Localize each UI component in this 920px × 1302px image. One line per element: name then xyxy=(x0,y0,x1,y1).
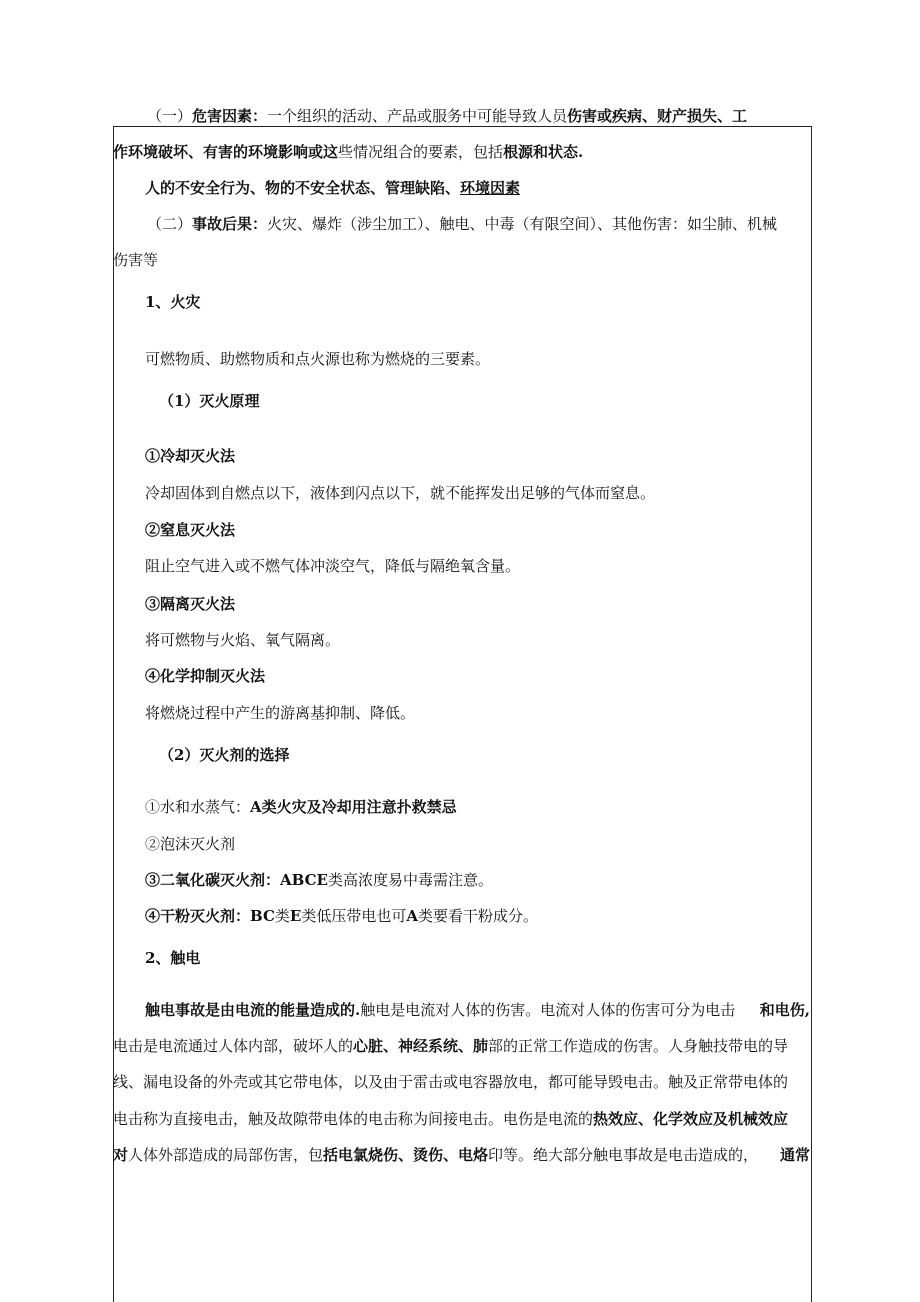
agent-bold-text: A xyxy=(406,907,419,925)
hazard-text: 些情况组合的要素，包括 xyxy=(338,143,504,161)
shock-bold-text: 对 xyxy=(113,1146,129,1164)
shock-paragraph-line4 xyxy=(113,1109,788,1129)
hazard-definition-line1 xyxy=(147,106,747,126)
consequence-term: 事故后果： xyxy=(192,215,268,233)
method-desc: 冷却固体到自燃点以下，液体到闪点以下，就不能挥发出足够的气体而窒息。 xyxy=(145,484,656,502)
hazard-bold-text: 作环境破坏、有害的环境影响或这 xyxy=(113,143,339,161)
method-desc: 阻止空气进入或不燃气体冲淡空气，降低与隔绝氧含量。 xyxy=(145,557,521,575)
shock-text: 人体外部造成的局部伤害，包 xyxy=(128,1146,324,1164)
agent-bold-text: ④干粉灭火剂：BC xyxy=(145,907,275,925)
hazard-categories xyxy=(145,178,520,198)
shock-bold-text: 热效应、化学效应及机械效应 xyxy=(593,1110,789,1128)
shock-heading: 2、触电 xyxy=(145,949,201,967)
method-title: ②窒息灭火法 xyxy=(145,521,236,539)
shock-bold-text: 和电伤, xyxy=(759,1001,810,1019)
consequence-line2 xyxy=(113,250,158,270)
agent-text: 类要看干粉成分。 xyxy=(418,907,539,925)
agent-item-4 xyxy=(145,906,538,926)
agent-text: 类低压带电也可 xyxy=(301,907,407,925)
shock-paragraph-line5 xyxy=(113,1145,810,1165)
agent-bold-text: ③二氧化碳灭火剂：ABCE xyxy=(145,871,328,889)
agent-item-2: ②泡沫灭火剂 xyxy=(145,835,236,853)
hazard-term: 危害因素： xyxy=(192,107,268,125)
shock-paragraph-line3: 线、漏电设备的外壳或其它带电体，以及由于雷击或电容器放电，都可能导毁电击。触及正常带电体的 xyxy=(113,1073,789,1091)
agent-bold-text: A类火灾及冷却用注意扑救禁忌 xyxy=(250,798,457,816)
item-number: （二） xyxy=(147,215,193,233)
agent-bold-text: E xyxy=(289,907,302,925)
shock-text: 印等。绝大部分触电事故是电击造成的， xyxy=(488,1146,759,1164)
shock-bold-text: 括电氯烧伤、烫伤、电烙 xyxy=(323,1146,489,1164)
fire-heading: 1、火灾 xyxy=(145,293,201,311)
shock-text: 触电是电流对人体的伤害。电流对人体的伤害可分为电击 xyxy=(360,1001,736,1019)
method-desc: 将燃烧过程中产生的游离基抑制、降低。 xyxy=(145,704,416,722)
hazard-definition-line2 xyxy=(113,142,583,162)
agent-item-1 xyxy=(145,797,457,817)
agent-text: 类高浓度易中毒需注意。 xyxy=(327,871,493,889)
environment-factor-text: 环境因素 xyxy=(460,179,521,197)
method-title: ④化学抑制灭火法 xyxy=(145,667,266,685)
shock-text: 电击称为直接电击，触及故隙带电体的电击称为间接电击。电伤是电流的 xyxy=(113,1110,594,1128)
shock-bold-text: 通常 xyxy=(779,1146,810,1164)
consequence-text: 火灾、爆炸（涉尘加工）、触电、中毒（有限空间）、其他伤害：如尘肺、机械 xyxy=(267,215,778,233)
consequence-line1 xyxy=(147,214,777,234)
hazard-categories-text: 人的不安全行为、物的不安全状态、管理缺陷、 xyxy=(145,179,461,197)
consequence-text: 伤害等 xyxy=(113,251,159,269)
shock-paragraph-line1 xyxy=(145,1000,810,1020)
extinguish-principle-heading: （1）灭火原理 xyxy=(159,392,260,410)
method-title: ①冷却灭火法 xyxy=(145,447,236,465)
shock-text: 部的正常工作造成的伤害。人身触技带电的导 xyxy=(488,1037,789,1055)
agent-heading: （2）灭火剂的选择 xyxy=(159,746,290,764)
shock-paragraph-line2 xyxy=(113,1036,810,1056)
hazard-bold-text: 根源和状态. xyxy=(503,143,584,161)
agent-text: 类 xyxy=(274,907,290,925)
agent-text: ①水和水蒸气： xyxy=(145,798,251,816)
item-number: （一） xyxy=(147,107,193,125)
agent-item-3 xyxy=(145,870,493,890)
method-title: ③隔离灭火法 xyxy=(145,595,236,613)
hazard-bold-text: 伤害或疾病、财产损失、工 xyxy=(567,107,748,125)
shock-text: 电击是电流通过人体内部，破坏人的 xyxy=(113,1037,354,1055)
fire-intro: 可燃物质、助燃物质和点火源也称为燃烧的三要素。 xyxy=(145,350,491,368)
hazard-text: 一个组织的活动、产品或服务中可能导致人员 xyxy=(267,107,568,125)
shock-bold-text: 心脏、神经系统、肺 xyxy=(353,1037,489,1055)
shock-bold-text: 触电事故是由电流的能量造成的. xyxy=(145,1001,361,1019)
method-desc: 将可燃物与火焰、氧气隔离。 xyxy=(145,631,341,649)
